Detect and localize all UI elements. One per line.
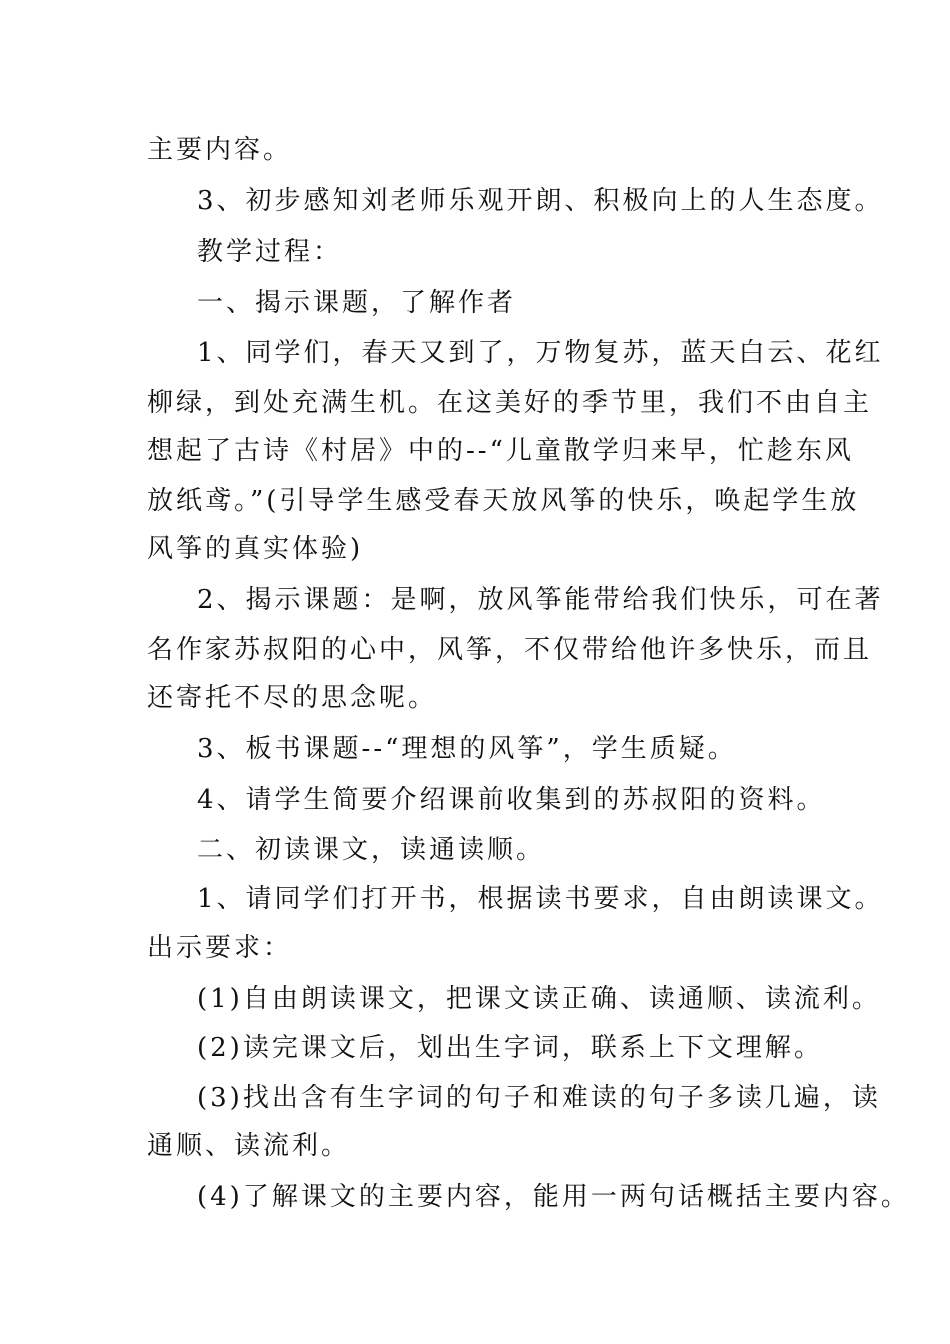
section-heading: 教学过程：: [197, 237, 343, 267]
text-line: 出示要求：: [147, 933, 293, 963]
text-line: 主要内容。: [147, 135, 293, 165]
text-line: 1、同学们，春天又到了，万物复苏，蓝天白云、花红: [197, 338, 884, 368]
text-line: 想起了古诗《村居》中的--“儿童散学归来早，忙趁东风: [147, 436, 854, 466]
section-heading: 二、初读课文，读通读顺。: [197, 835, 546, 865]
list-item: (4)了解课文的主要内容，能用一两句话概括主要内容。: [197, 1182, 910, 1212]
list-item: (2)读完课文后，划出生字词，联系上下文理解。: [197, 1033, 823, 1063]
section-heading: 一、揭示课题，了解作者: [197, 288, 517, 318]
list-item: 通顺、读流利。: [147, 1131, 351, 1161]
text-line: 名作家苏叔阳的心中，风筝，不仅带给他许多快乐，而且: [147, 635, 873, 665]
text-line: 3、初步感知刘老师乐观开朗、积极向上的人生态度。: [197, 186, 884, 216]
text-line: 风筝的真实体验): [147, 534, 364, 564]
text-line: 还寄托不尽的思念呢。: [147, 683, 438, 713]
text-line: 3、板书课题--“理想的风筝”，学生质疑。: [197, 734, 737, 764]
text-line: 1、请同学们打开书，根据读书要求，自由朗读课文。: [197, 884, 884, 914]
text-line: 2、揭示课题：是啊，放风筝能带给我们快乐，可在著: [197, 585, 884, 615]
list-item: (3)找出含有生字词的句子和难读的句子多读几遍，读: [197, 1083, 881, 1113]
text-line: 4、请学生简要介绍课前收集到的苏叔阳的资料。: [197, 785, 826, 815]
text-line: 柳绿，到处充满生机。在这美好的季节里，我们不由自主: [147, 388, 873, 418]
text-line: 放纸鸢。”(引导学生感受春天放风筝的快乐，唤起学生放: [147, 486, 860, 516]
list-item: (1)自由朗读课文，把课文读正确、读通顺、读流利。: [197, 984, 881, 1014]
